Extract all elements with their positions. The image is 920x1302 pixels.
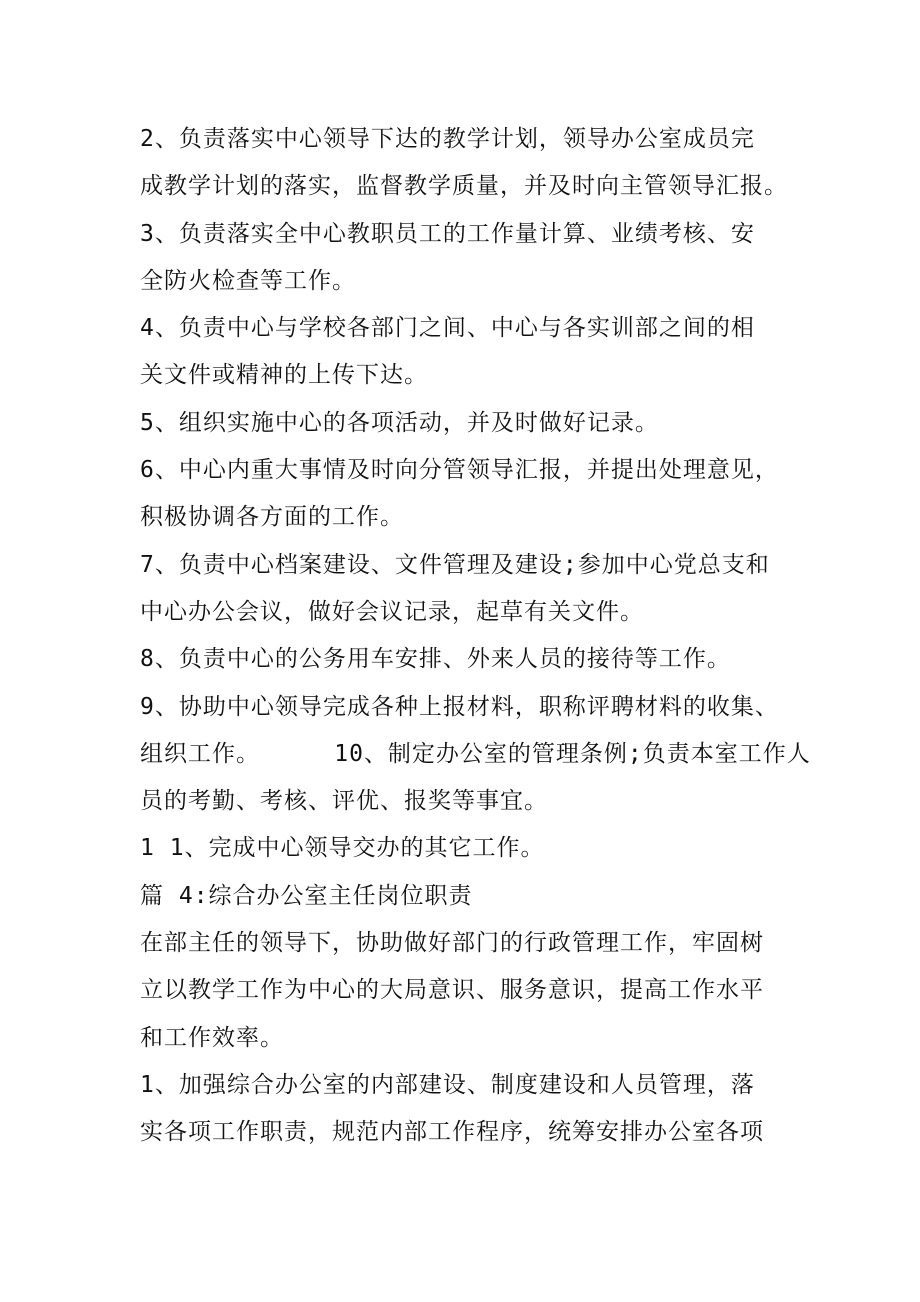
text-line-14: 组织工作。 10、制定办公室的管理条例;负责本室工作人 [140,740,811,767]
text-line-10: 7、负责中心档案建设、文件管理及建设;参加中心党总支和 [140,551,770,578]
section-heading: 篇 4:综合办公室主任岗位职责 [140,882,473,909]
text-line-4: 全防火检查等工作。 [140,267,356,294]
text-line-22: 实各项工作职责，规范内部工作程序，统筹安排办公室各项 [140,1119,764,1146]
document-body [140,116,811,1157]
text-line-19: 立以教学工作为中心的大局意识、服务意识，提高工作水平 [140,977,764,1004]
text-line-9: 积极协调各方面的工作。 [140,504,404,531]
text-line-21: 1、加强综合办公室的内部建设、制度建设和人员管理，落 [140,1071,755,1098]
text-line-11: 中心办公会议，做好会议记录，起草有关文件。 [140,598,644,625]
text-line-6: 关文件或精神的上传下达。 [140,362,428,389]
text-line-3: 3、负责落实全中心教职员工的工作量计算、业绩考核、安 [140,220,755,247]
text-line-15: 员的考勤、考核、评优、报奖等事宜。 [140,788,548,815]
text-line-1: 2、负责落实中心领导下达的教学计划，领导办公室成员完 [140,126,755,152]
text-line-7: 5、组织实施中心的各项活动，并及时做好记录。 [140,409,659,436]
text-line-12: 8、负责中心的公务用车安排、外来人员的接待等工作。 [140,646,731,673]
text-line-8: 6、中心内重大事情及时向分管领导汇报，并提出处理意见， [140,457,779,484]
text-line-18: 在部主任的领导下，协助做好部门的行政管理工作，牢固树 [140,930,764,957]
text-line-16: 1 1、完成中心领导交办的其它工作。 [140,835,545,862]
text-line-20: 和工作效率。 [140,1024,284,1051]
text-line-5: 4、负责中心与学校各部门之间、中心与各实训部之间的相 [140,315,755,342]
text-line-13: 9、协助中心领导完成各种上报材料，职称评聘材料的收集、 [140,693,779,720]
text-line-2: 成教学计划的落实，监督教学质量，并及时向主管领导汇报。 [140,173,788,200]
